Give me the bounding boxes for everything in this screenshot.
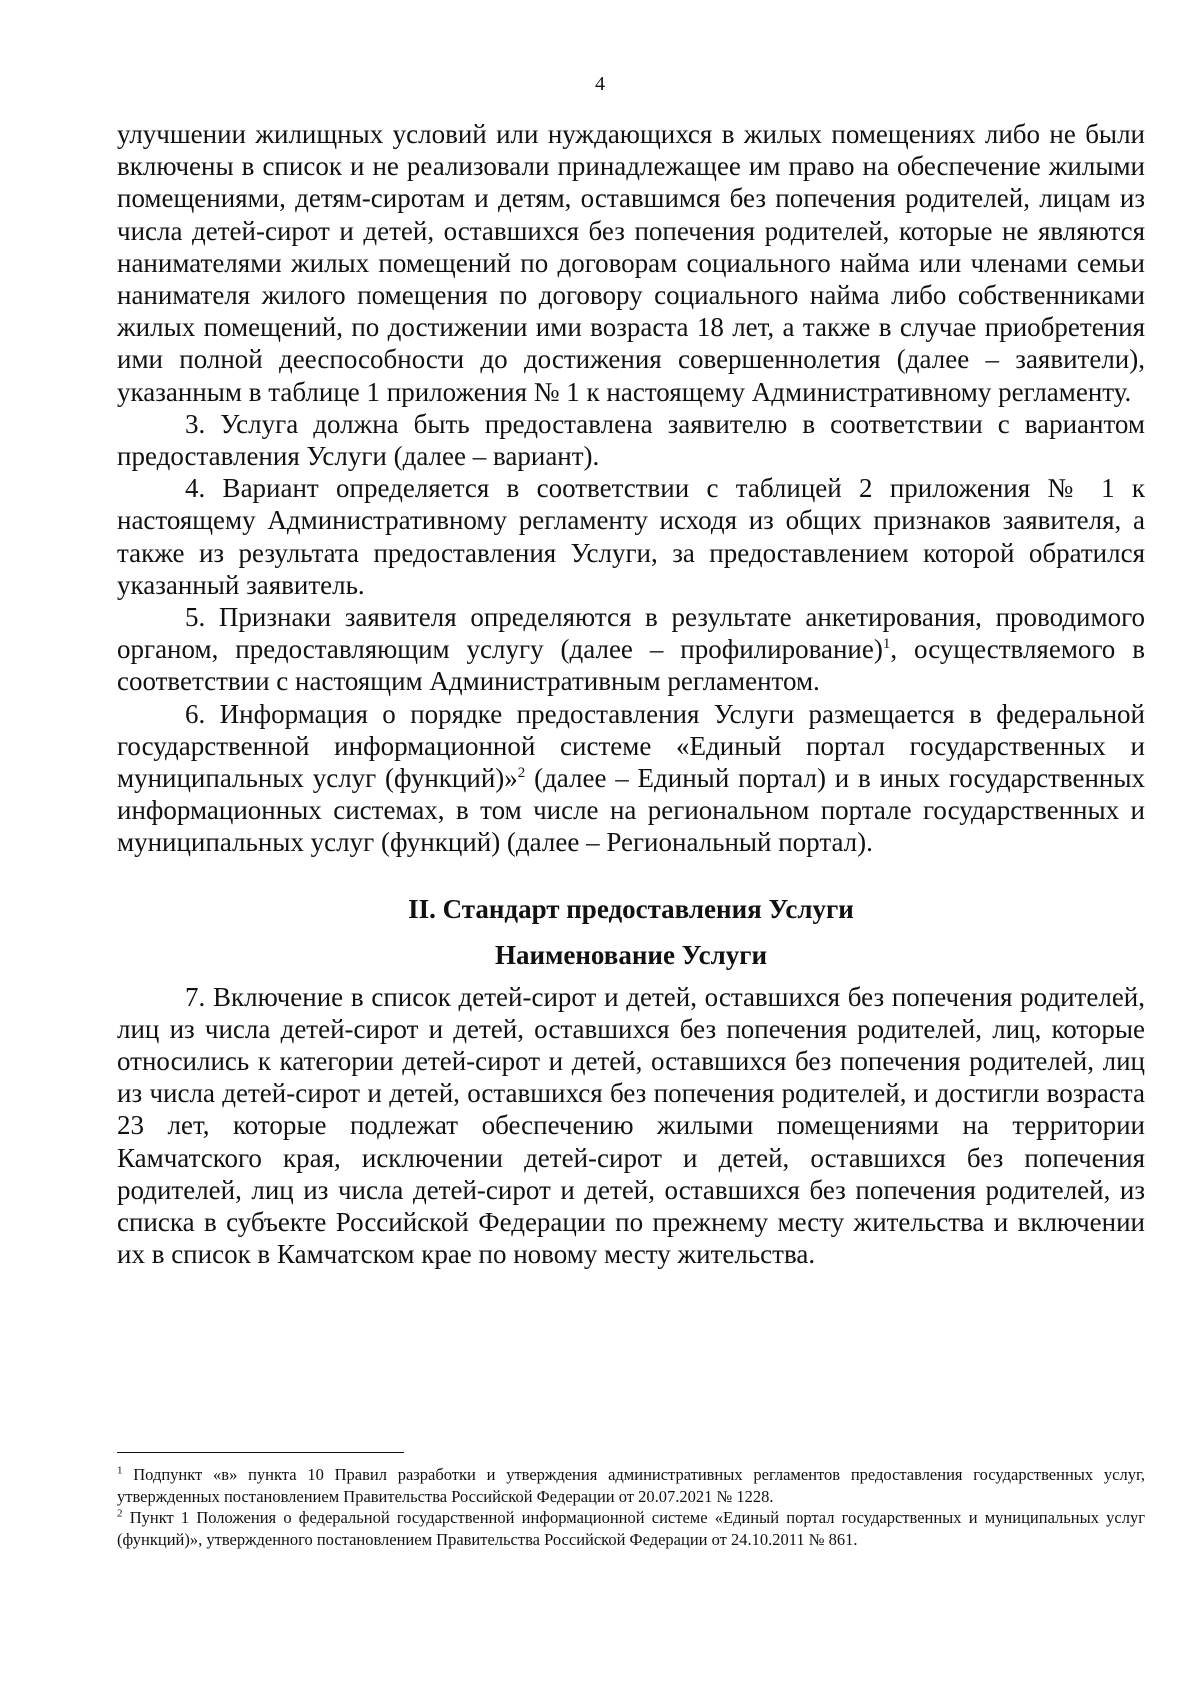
paragraph-6 <box>117 698 1145 859</box>
footnote-2-text: Пункт 1 Положения о федеральной государственной информационной системе «Единый портал государственных и муниципальных услуг (функций)», утвержденного постановлением Правительства Российской Федерации от 24.10.2011 № 861. <box>117 1508 1145 1549</box>
paragraph-5-text-cont: , осуществляемого в соответствии с настоящим Административным регламентом. <box>117 634 1145 697</box>
footnote-1-mark: 1 <box>117 1464 123 1477</box>
footnote-2-mark: 2 <box>117 1507 123 1520</box>
document-body <box>117 118 1145 1271</box>
footnote-2 <box>117 1507 1145 1550</box>
footnote-1-text: Подпункт «в» пункта 10 Правил разработки и утверждения административных регламентов предоставления государственных услуг, утвержденных постановлением Правительства Российской Федерации от 20.07.2021 № 1228. <box>117 1465 1145 1506</box>
section-heading: II. Стандарт предоставления Услуги <box>408 893 854 924</box>
paragraph-4: 4. Вариант определяется в соответствии с таблицей 2 приложения № 1 к настоящему Административному регламенту исходя из общих признаков заявителя, а также из результата предоставления Услуги, за предоставлением которой обратился указанный заявитель. <box>117 473 1145 600</box>
footnote-divider <box>117 1452 404 1453</box>
paragraph-6-text-cont: (далее – Единый портал) и в иных государственных информационных системах, в том числе на региональном портале государственных и муниципальных услуг (функций) (далее – Региональный портал). <box>117 763 1146 858</box>
footnotes <box>117 1464 1145 1550</box>
paragraph-5-text: 5. Признаки заявителя определяются в результате анкетирования, проводимого органом, предоставляющим услугу (далее – профилирование) <box>117 602 1145 665</box>
footnote-ref-2: 2 <box>517 765 526 782</box>
paragraph-5 <box>117 601 1145 698</box>
subsection-heading: Наименование Услуги <box>494 939 768 970</box>
paragraph-continuation: улучшении жилищных условий или нуждающихся в жилых помещениях либо не были включены в список и не реализовали принадлежащее им право на обеспечение жилыми помещениями, детям-сиротам и детям, оставшимся без попечения родителей, лицам из числа детей-сирот и детей, оставшихся без попечения родителей, которые не являются нанимателями жилых помещений по договорам социального найма или членами семьи нанимателя жилого помещения по договору социального найма либо собственниками жилых помещений, по достижении ими возраста 18 лет, а также в случае приобретения ими полной дееспособности до достижения совершеннолетия (далее – заявители), указанным в таблице 1 приложения № 1 к настоящему Административному регламенту. <box>117 119 1145 407</box>
footnote-ref-1: 1 <box>882 636 891 653</box>
paragraph-7: 7. Включение в список детей-сирот и детей, оставшихся без попечения родителей, лиц из числа детей-сирот и детей, оставшихся без попечения родителей, лиц, которые относились к категории детей-сирот и детей, оставшихся без попечения родителей, лиц из числа детей-сирот и детей, оставшихся без попечения родителей, и достигли возраста 23 лет, которые подлежат обеспечению жилыми помещениями на территории Камчатского края, исключении детей-сирот и детей, оставшихся без попечения родителей, лиц из числа детей-сирот и детей, оставшихся без попечения родителей, из списка в субъекте Российской Федерации по прежнему месту жительства и включении их в список в Камчатском крае по новому месту жительства. <box>117 981 1145 1270</box>
page-number: 4 <box>595 73 605 95</box>
footnote-1 <box>117 1464 1145 1507</box>
paragraph-6-text: 6. Информация о порядке предоставления Услуги размещается в федеральной государственной информационной системе «Единый портал государственных и муниципальных услуг (функций)» <box>117 698 1145 794</box>
paragraph-3: 3. Услуга должна быть предоставлена заявителю в соответствии с вариантом предоставления Услуги (далее – вариант). <box>117 408 1145 472</box>
